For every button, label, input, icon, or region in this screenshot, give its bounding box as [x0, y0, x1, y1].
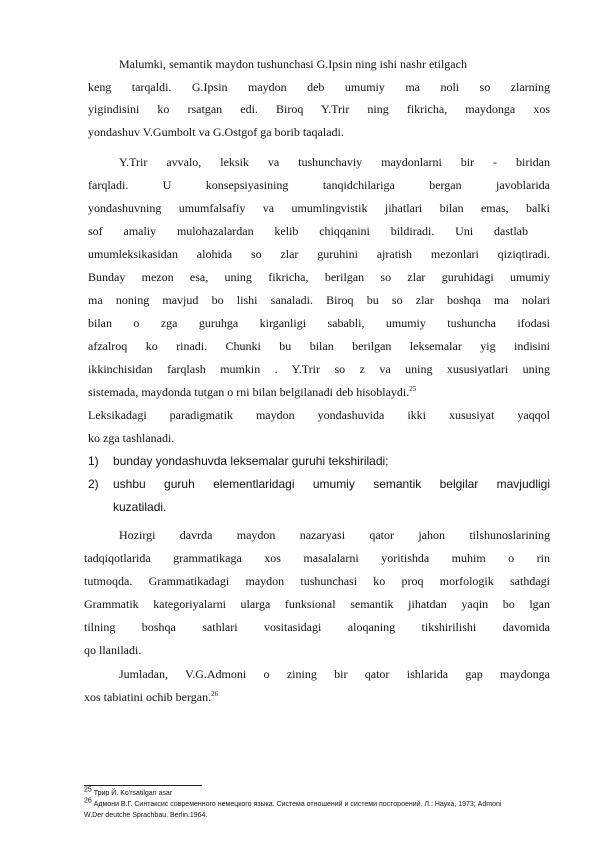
footnote-text: Адмони В.Г. Синтаксис современного немецкого языка. Система отношений и системи постороений. Л.: Наука, 1973; Admoni — [93, 801, 502, 808]
footnote-25 — [84, 786, 173, 798]
text-line: ma noning mavjud bo lishi sanaladi. Biroq bu so zlar boshqa ma nolari — [88, 293, 550, 307]
text-line: yigindisini ko rsatgan edi. Biroq Y.Trir ning fikricha, maydonga xos — [88, 102, 550, 116]
text-line: bilan o zga guruhga kirganligi sababli, umumiy tushuncha ifodasi — [88, 316, 550, 330]
footnote-marker: 25 — [84, 786, 92, 794]
footnote-ref-26: 26 — [211, 690, 219, 698]
text-line: sof amaliy mulohazalardan kelib chiqqanini bildiradi. Uni dastlab — [88, 224, 528, 238]
text-line: tadqiqotlarida grammatikaga xos masalalarni yoritishda muhim o rin — [84, 551, 550, 565]
text-span: sistemada, maydonda tutgan o rni bilan belgilanadi deb hisoblaydi. — [88, 385, 410, 399]
text-span: xos tabiatini ochib bergan. — [84, 690, 212, 704]
text-line: ikkinchisidan farqlash mumkin . Y.Trir so z va uning xususiyatlari uning — [88, 362, 550, 376]
text-line: Y.Trir avvalo, leksik va tushunchaviy maydonlarni bir - biridan — [119, 155, 550, 169]
text-line: tilning boshqa sathlari vositasidagi aloqaning tikshirilishi davomida — [84, 620, 550, 634]
text-line: tutmoqda. Grammatikadagi maydon tushunchasi ko proq morfologik sathdagi — [84, 574, 550, 588]
text-line: Bunday mezon esa, uning fikricha, berilgan so zlar guruhidagi umumiy — [88, 270, 550, 284]
footnote-marker: 26 — [84, 797, 92, 805]
list-number: 1) — [88, 454, 99, 468]
text-line: afzalroq ko rinadi. Chunki bu bilan berilgan leksemalar yig indisini — [88, 339, 550, 353]
text-line: ko zga tashlanadi. — [88, 431, 175, 445]
footnote-text: Трир Й. Ko'rsatilgan asar — [93, 790, 173, 797]
text-line: Malumki, semantik maydon tushunchasi G.Ipsin ning ishi nashr etilgach — [119, 57, 467, 71]
footnote-26-continuation: W.Der deutche Sprachbau. Berlin.1964. — [84, 812, 208, 819]
list-item: bunday yondashuvda leksemalar guruhi tekshiriladi; — [113, 454, 389, 468]
footnote-26 — [84, 797, 502, 809]
text-line: yondashuvning umumfalsafiy va umumlingvistik jihatlari bilan emas, balki — [88, 201, 550, 215]
text-line: keng tarqaldi. G.Ipsin maydon deb umumiy ma noli so zlarning — [88, 80, 550, 94]
text-line: farqladi. U konsepsiyasining tanqidchilariga bergan javoblarida — [88, 178, 550, 192]
list-item-continuation: kuzatiladi. — [113, 500, 167, 514]
text-line: Jumladan, V.G.Admoni o zining bir qator ishlarida gap maydonga — [119, 667, 550, 681]
footnote-divider — [84, 785, 202, 786]
text-line: Hozirgi davrda maydon nazaryasi qator jahon tilshunoslarining — [119, 528, 550, 542]
text-line: Leksikadagi paradigmatik maydon yondashuvida ikki xususiyat yaqqol — [88, 408, 550, 422]
footnote-ref-25: 25 — [409, 385, 417, 393]
text-line: Grammatik kategoriyalarni ularga funksional semantik jihatdan yaqin bo lgan — [84, 597, 550, 611]
text-line: umumleksikasidan alohida so zlar guruhini ajratish mezonlari qiziqtiradi. — [88, 247, 550, 261]
text-line — [84, 690, 218, 704]
list-number: 2) — [88, 477, 99, 491]
text-line — [88, 385, 416, 399]
text-line: qo llaniladi. — [84, 643, 142, 657]
text-line: yondashuv V.Gumbolt va G.Ostgof ga borib taqaladi. — [88, 125, 344, 139]
list-item: ushbu guruh elementlaridagi umumiy semantik belgilar mavjudligi — [113, 477, 550, 491]
